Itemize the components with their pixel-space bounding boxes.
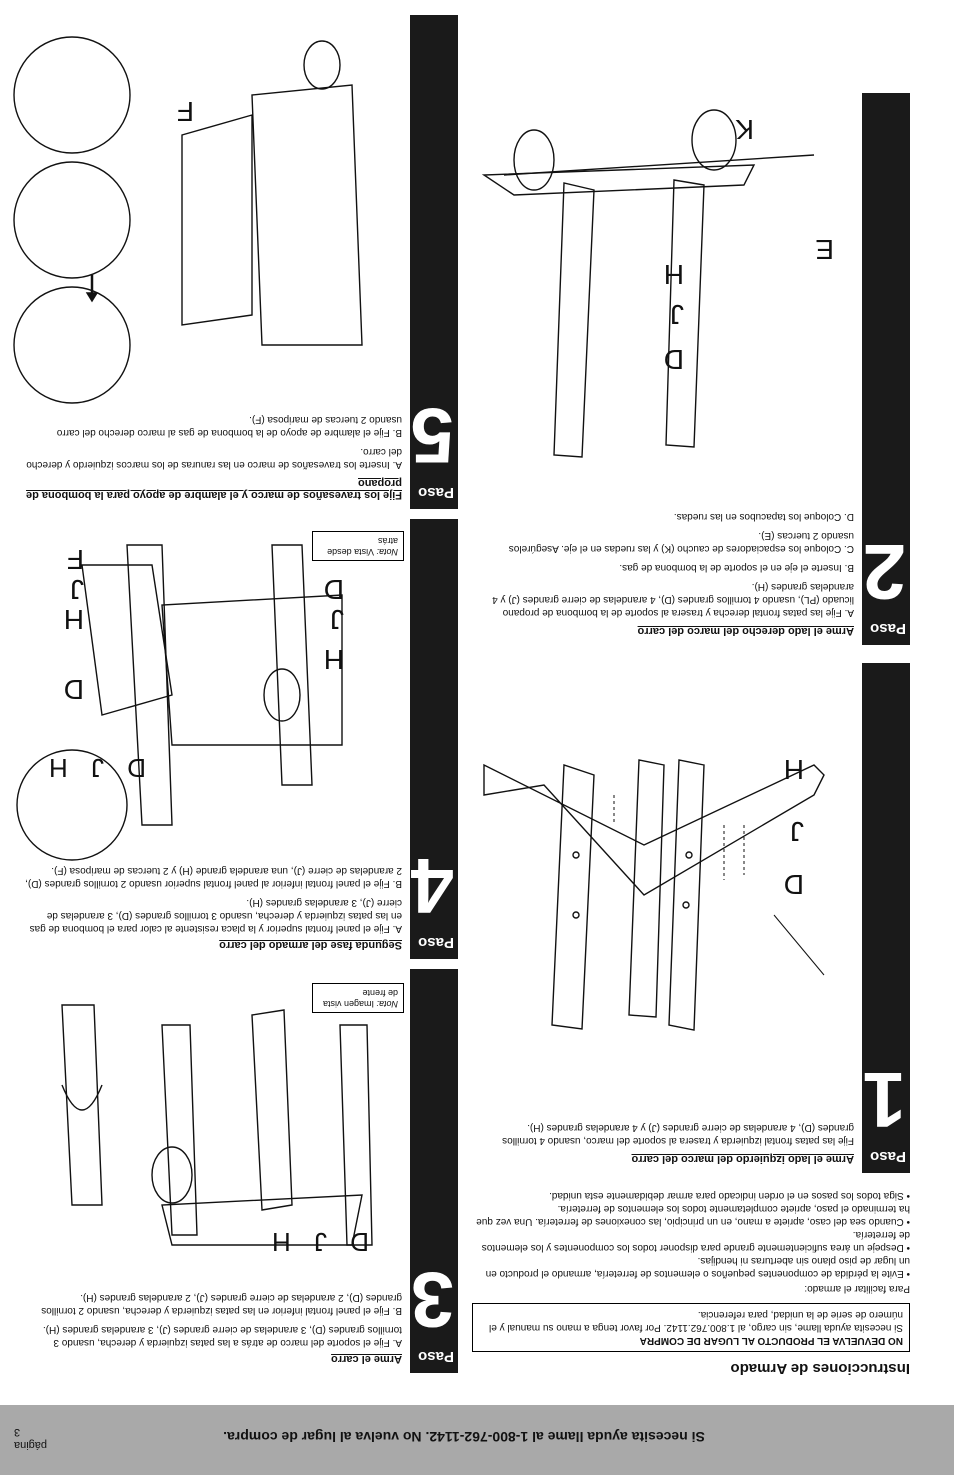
step3-diagram (12, 975, 402, 1265)
step1-label-d: D (783, 869, 804, 900)
step4-labels-drill (41, 752, 146, 783)
step2-text-a: A. Fije las patas frontal derecha y trasera al soporte de la bombona de propano licuado (PL), usando 4 tornillos grandes (D), 4 arandelas de cierre grandes (J) y 4 arandelas grandes (H). (492, 581, 854, 618)
step4-label-h: H (323, 644, 344, 675)
step2-text-d: D. Coloque los tapacubos en las ruedas. (673, 511, 854, 522)
step3-label-h: H (263, 1227, 291, 1257)
intro-section (472, 1189, 910, 1377)
step4-heat-plate (162, 595, 342, 745)
intro-bullet: • Cuando sea del caso, apriete a mano, en un principio, las conexiones de ferretería. Una vez que ha terminado el paso, apriete completamente todos los elementos de ferretería. (472, 1202, 910, 1228)
step5-text-b: B. Fije el alambre de apoyo de la bombona de gas al marco derecho del carro usando 2 tuercas de mariposa (F). (56, 414, 402, 438)
step1-front-leg (669, 760, 704, 1030)
step1-paso: Paso (870, 1148, 906, 1165)
step2-label-d: D (663, 344, 684, 375)
step4-note-label: Nota: (376, 547, 398, 557)
step4-paso: Paso (418, 934, 454, 951)
step5-cart-body (252, 85, 362, 345)
step5-number: 5 (410, 392, 454, 480)
step1-number: 1 (862, 1056, 906, 1144)
step3-text (22, 1285, 402, 1349)
step4-note (312, 531, 404, 561)
step4-title: Segunda fase del armado del carro (219, 939, 402, 951)
step5-diagram (12, 15, 402, 395)
step5-detail-circle-2 (14, 162, 130, 278)
step4-label-d: D (323, 574, 344, 605)
step4-leg-left (272, 545, 312, 785)
step1-text-a: Fije las patas frontal izquierda y trasera al soporte del marco, usando 4 tornillos grandes (D), 4 arandelas de cierre grandes (J) y 4 arandelas grandes (H). (502, 1122, 854, 1146)
step2-number: 2 (862, 528, 906, 616)
step1-title: Arme el lado izquierdo del marco del carro (631, 1153, 854, 1165)
step1-frame-bracket (484, 765, 824, 895)
step2-paso: Paso (870, 620, 906, 637)
step4-label-f: F (66, 544, 84, 575)
step3-title: Arme el carro (331, 1353, 402, 1365)
step5-text-a: A. Inserte los travesaños de marco en las ranuras de los marcos izquierdo y derecho del carro. (26, 446, 402, 470)
page-number: 3 (14, 1426, 21, 1438)
step5-band (410, 15, 458, 509)
step2-label-e: E (815, 234, 834, 265)
step2-text-b: B. Inserte el eje en el soporte de la bombona de gas. (619, 562, 854, 573)
step1-label-h: H (783, 754, 804, 785)
step4-label-d2: D (63, 674, 84, 705)
step4-label-d-alt: D (119, 753, 146, 783)
step3-leg-1 (340, 1025, 372, 1245)
footer-help-band (0, 1405, 954, 1475)
return-notice (472, 1303, 910, 1352)
step5-detail-circle-3 (14, 37, 130, 153)
step1-text (474, 1115, 854, 1147)
step4-label-j: J (330, 604, 344, 635)
return-notice-heading: NO DEVUELVA EL PRODUCTO AL LUGAR DE COMPRA (639, 1335, 903, 1346)
step4-label-j-alt: J (82, 753, 104, 783)
step2-diagram (474, 105, 844, 475)
step5-wheel (304, 41, 340, 89)
return-notice-text: Si necesita ayuda llame, sin cargo, al 1.800.762.1142. Por favor tenga a mano su manual y el número de serie de la unidad, para referencia. (489, 1309, 903, 1333)
step2-text-c: C. Coloque los espaciadores de caucho (K) y las ruedas en el eje. Asegúrelos usando 2 tuercas (E). (508, 530, 854, 554)
step4-wheel (264, 669, 300, 721)
step5-paso: Paso (418, 484, 454, 501)
step3-label-j: J (305, 1227, 327, 1257)
intro-bullet: • Despeje un área suficientemente grande para disponer todos los componentes y los elementos de ferretería. (472, 1228, 910, 1254)
intro-title: Instrucciones de Armado (730, 1360, 910, 1377)
step5-detail-circle-1 (14, 287, 130, 403)
step4-label-h-alt: H (40, 753, 68, 783)
step3-note-label: Nota: (376, 999, 398, 1009)
step3-labels (264, 1226, 369, 1257)
step4-lower-panel (82, 565, 172, 715)
step4-text-a: A. Fije el panel frontal superior y la placa resistente al calor para el bombona de gas en las patas izquierda y derecha, usando 3 tornillos grandes (D), 3 arandelas de cierre (J), 3 arandelas grandes (H). (29, 897, 402, 934)
step4-note-text: Vista desde atrás (327, 536, 398, 557)
step2-band (862, 93, 910, 645)
step3-number: 3 (410, 1256, 454, 1344)
step3-text-b: B. Fije el panel frontal inferior en las patas izquierda y derecha, usando 2 tornillos grandes (D), 2 arandelas de cierre grandes (J), 2 arandelas grandes (H). (41, 1292, 402, 1316)
step1-label-j: J (790, 816, 804, 847)
intro-bullet: • Siga todos los pasos en el orden indicado para armar debidamente esta unidad. (472, 1189, 910, 1202)
step4-leg-right (127, 545, 172, 825)
step3-text-a: A. Fije el soporte del marco de atrás a las patas izquierda y derecha, usando 3 tornillos grandes (D), 3 arandelas de cierre grandes (J), 3 arandelas grandes (H). (42, 1324, 402, 1348)
step1-band (862, 663, 910, 1173)
step4-label-h2: H (63, 604, 84, 635)
intro-lead: Para facilitar el armado: (804, 1283, 910, 1294)
step4-label-j2: J (70, 574, 84, 605)
step3-note-text: Imagen vista de frente (322, 988, 398, 1009)
step3-note (312, 983, 404, 1013)
page-indicator (14, 1425, 47, 1451)
step2-rear-leg (554, 183, 594, 457)
step4-text (22, 858, 402, 935)
step2-label-j: J (670, 299, 684, 330)
help-line: Si necesita ayuda llame al 1-800-762-1142. No vuelva al lugar de compra. (223, 1429, 705, 1445)
step3-paso: Paso (418, 1348, 454, 1365)
step3-band (410, 969, 458, 1373)
intro-bullets (472, 1189, 910, 1280)
step2-label-k: K (735, 114, 754, 145)
step2-title: Arme el lado derecho del marco del carro (637, 625, 854, 637)
step2-label-h: H (663, 259, 684, 290)
step2-text (474, 504, 854, 619)
step3-wheel (152, 1147, 192, 1203)
step3-leg-2 (252, 1010, 292, 1210)
page-label: página (14, 1439, 48, 1451)
step5-title: Fije los travesaños de marco y el alambre de apoyo para la bombona de propano (26, 477, 402, 501)
intro-bullet: • Evite la pérdida de componentes pequeños o elementos de ferretería, armando el producto en un lugar de piso plano sin aberturas ni hendijas. (472, 1254, 910, 1280)
step3-label-d: D (342, 1227, 369, 1257)
step2-wheel-right (514, 130, 554, 190)
step5-label-f: F (176, 96, 194, 127)
step4-text-b: B. Fije el panel frontal inferior al panel frontal superior usando 2 tornillos grandes (D), 2 arandelas de cierre (J), una arandela grande (H) y 2 tuercas de mariposa (F). (25, 865, 402, 889)
step4-number: 4 (410, 842, 454, 930)
step5-text (22, 407, 402, 471)
step3-leg-4 (62, 1005, 102, 1205)
step1-rear-leg (552, 765, 594, 1029)
step4-band (410, 519, 458, 959)
